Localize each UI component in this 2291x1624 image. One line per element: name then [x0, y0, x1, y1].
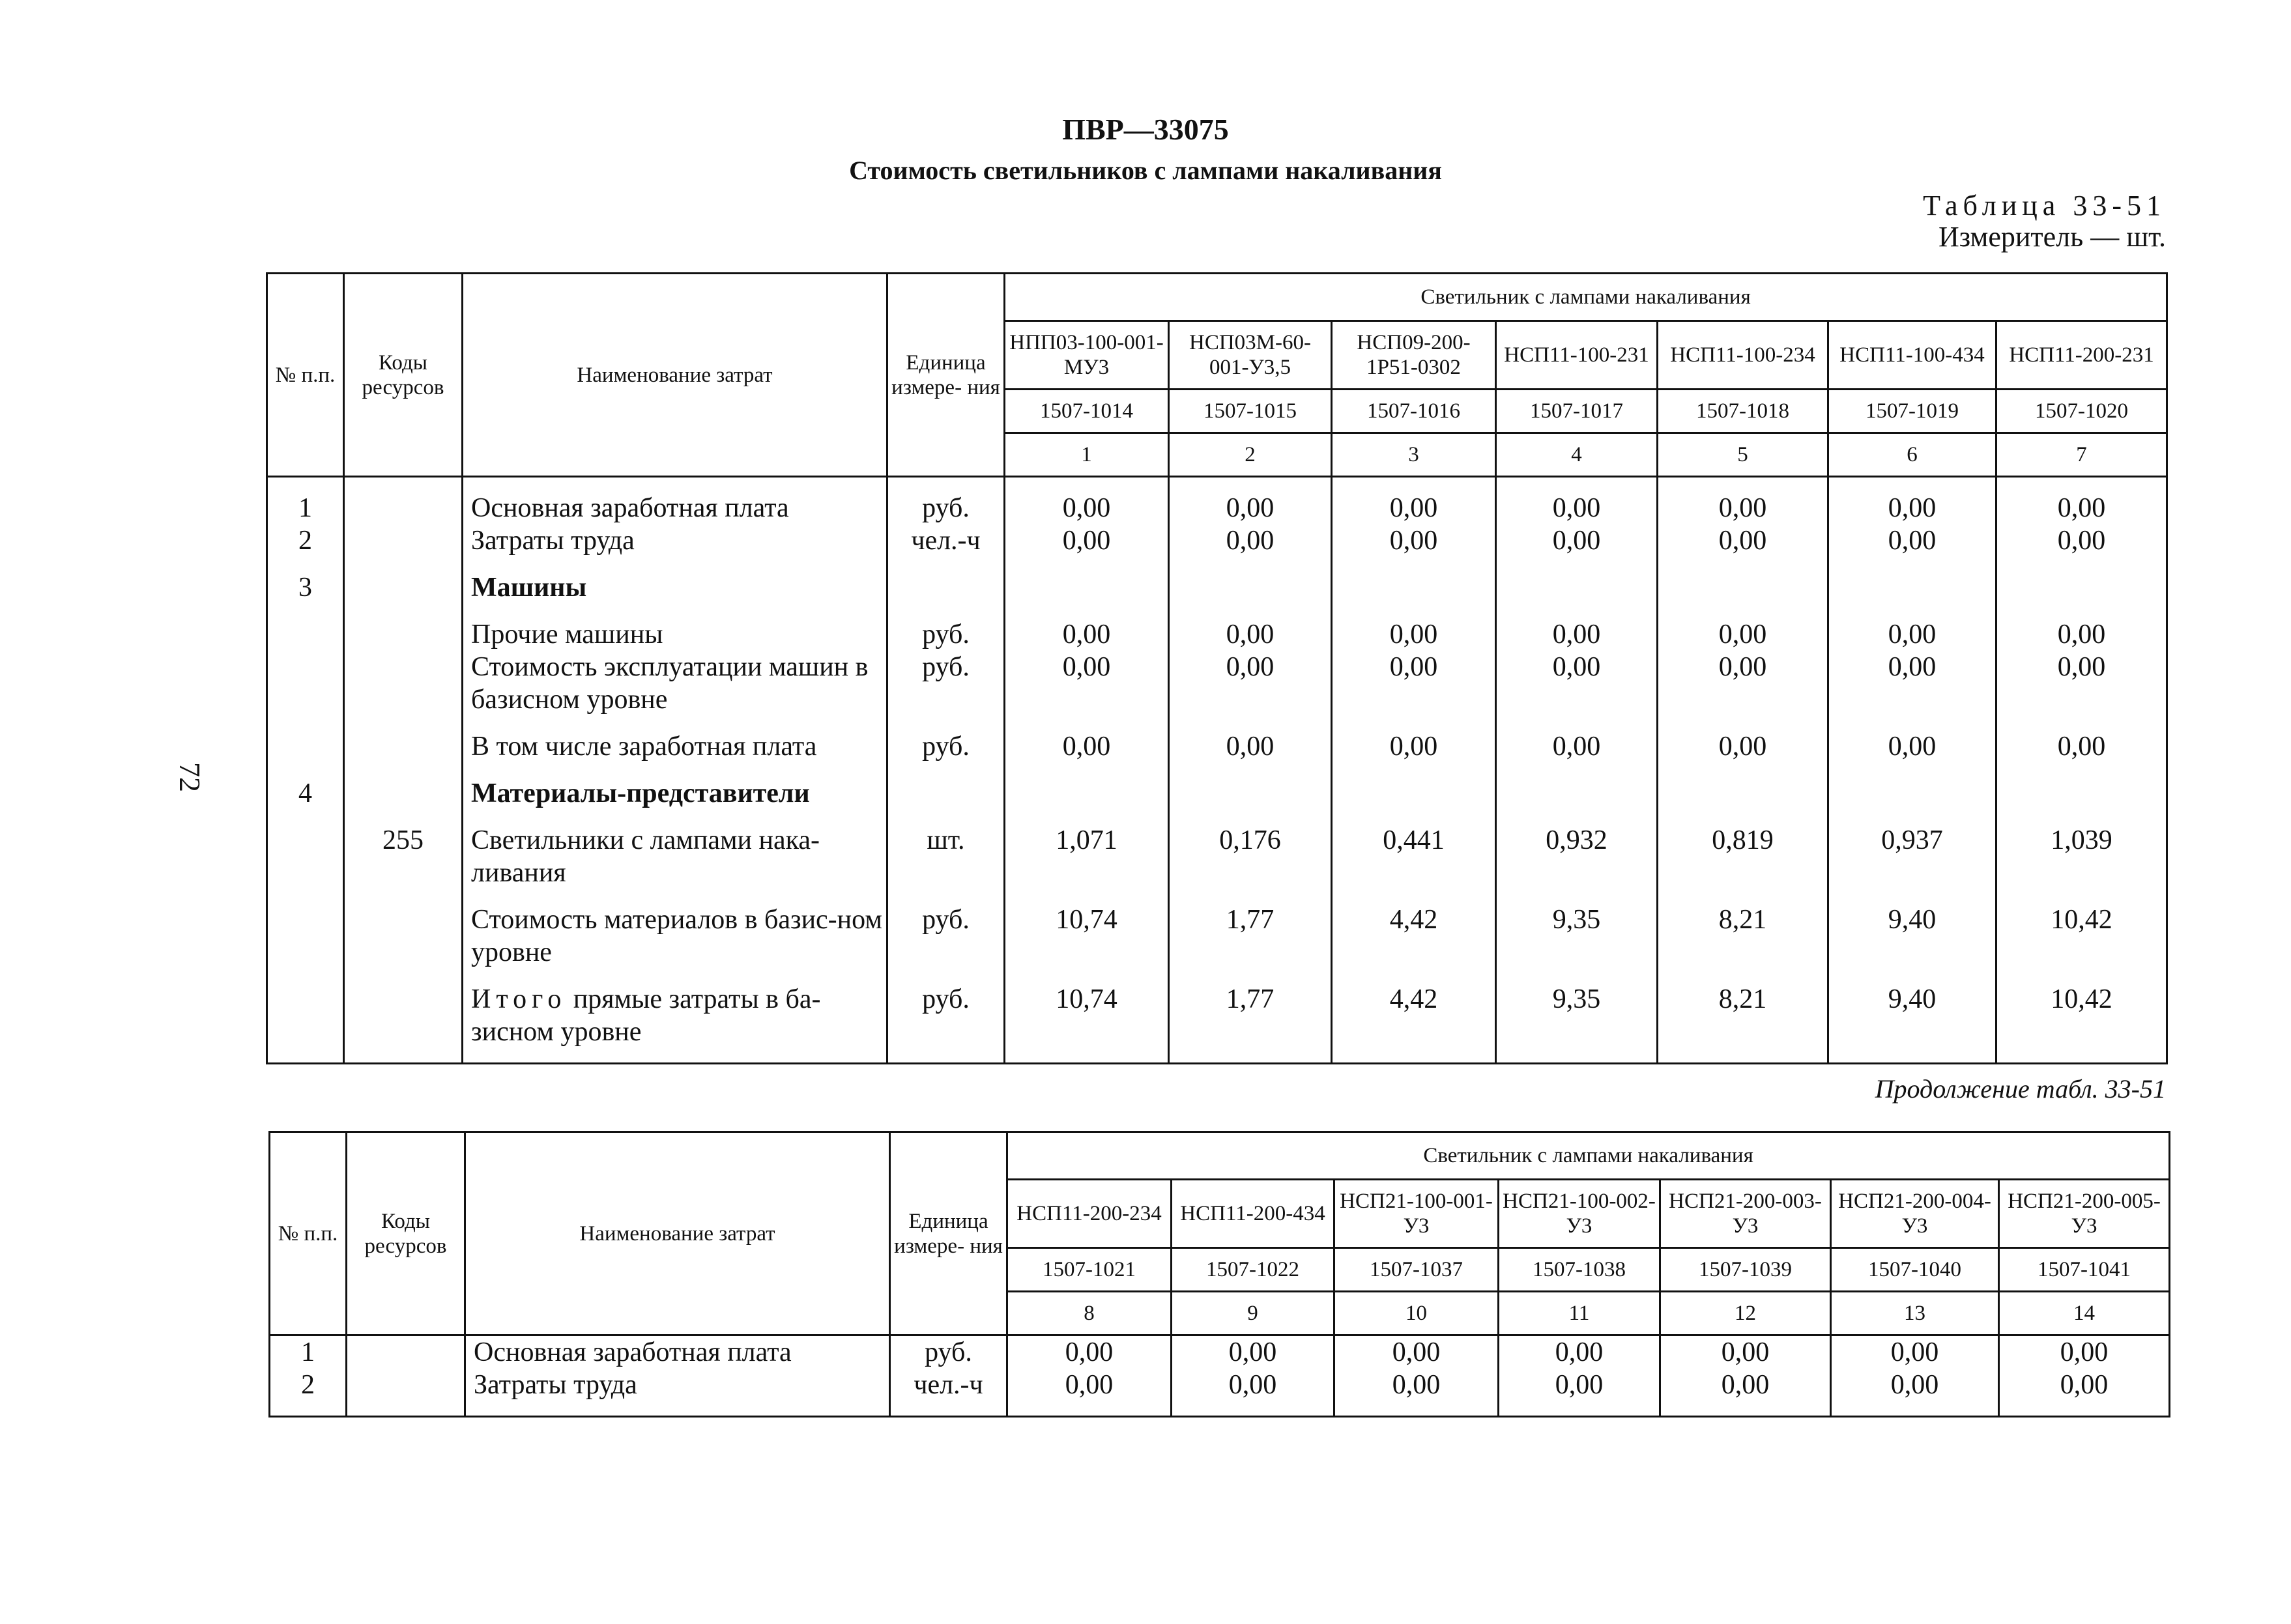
row-unit: руб.	[887, 730, 1005, 763]
row-value: 0,932	[1496, 824, 1658, 889]
row-code	[344, 651, 463, 716]
column-index: 10	[1334, 1292, 1499, 1335]
product-code: 1507-1041	[1999, 1248, 2170, 1292]
row-code	[344, 524, 463, 557]
row-num	[267, 730, 344, 763]
row-value: 1,039	[1996, 824, 2167, 889]
product-code: 1507-1020	[1996, 390, 2167, 433]
row-value: 0,00	[1496, 492, 1658, 524]
column-index: 4	[1496, 433, 1658, 477]
row-num	[267, 983, 344, 1048]
row-value: 0,00	[1996, 618, 2167, 651]
row-num: 2	[270, 1369, 347, 1401]
table-row	[267, 904, 2167, 969]
column-index: 7	[1996, 433, 2167, 477]
row-name: Прочие машины	[463, 618, 887, 651]
row-num	[267, 651, 344, 716]
header-codes: Коды ресурсов	[344, 274, 463, 477]
product-code: 1507-1016	[1332, 390, 1496, 433]
row-value: 0,00	[1496, 618, 1658, 651]
row-value: 0,00	[1169, 492, 1332, 524]
row-value: 8,21	[1658, 983, 1828, 1048]
row-unit: руб.	[887, 904, 1005, 969]
product-code: 1507-1014	[1005, 390, 1169, 433]
product-name: НСП21-100-002-У3	[1499, 1180, 1660, 1248]
product-name: НСП11-200-434	[1172, 1180, 1334, 1248]
row-value: 0,00	[1332, 524, 1496, 557]
row-value: 1,071	[1005, 824, 1169, 889]
table-row	[267, 571, 2167, 604]
row-value: 0,00	[1007, 1369, 1172, 1401]
header-group: Светильник с лампами накаливания	[1005, 274, 2167, 321]
column-index: 12	[1660, 1292, 1831, 1335]
table-row	[267, 651, 2167, 716]
row-value: 0,00	[1499, 1369, 1660, 1401]
total-label: Итого	[471, 984, 567, 1014]
row-value: 0,00	[1828, 618, 1996, 651]
row-name: Основная заработная плата	[463, 492, 887, 524]
row-value: 0,937	[1828, 824, 1996, 889]
row-value: 0,00	[1658, 524, 1828, 557]
row-value: 0,00	[1172, 1335, 1334, 1369]
product-code: 1507-1021	[1007, 1248, 1172, 1292]
table-number: Таблица 33-51	[1923, 190, 2166, 221]
row-value: 0,00	[1334, 1335, 1499, 1369]
column-index: 9	[1172, 1292, 1334, 1335]
header-unit: Единица измере- ния	[890, 1132, 1007, 1335]
product-name: НСП11-200-231	[1996, 321, 2167, 390]
column-index: 8	[1007, 1292, 1172, 1335]
row-num	[267, 904, 344, 969]
product-name: НСП21-100-001-У3	[1334, 1180, 1499, 1248]
row-name: Светильники с лампами нака-ливания	[463, 824, 887, 889]
header-num: № п.п.	[270, 1132, 347, 1335]
row-name: В том числе заработная плата	[463, 730, 887, 763]
row-value: 0,00	[1005, 492, 1169, 524]
row-value: 0,00	[1658, 730, 1828, 763]
row-value: 0,00	[1496, 651, 1658, 716]
row-num: 3	[267, 571, 344, 604]
column-index: 13	[1831, 1292, 1999, 1335]
row-code	[347, 1369, 465, 1401]
row-value: 0,00	[1996, 730, 2167, 763]
table-row	[270, 1335, 2170, 1369]
row-value: 0,00	[1332, 492, 1496, 524]
row-value: 0,00	[1496, 730, 1658, 763]
product-code: 1507-1017	[1496, 390, 1658, 433]
header-name: Наименование затрат	[465, 1132, 890, 1335]
header-codes: Коды ресурсов	[347, 1132, 465, 1335]
row-value: 0,00	[1005, 730, 1169, 763]
product-code: 1507-1037	[1334, 1248, 1499, 1292]
row-value: 8,21	[1658, 904, 1828, 969]
product-code: 1507-1015	[1169, 390, 1332, 433]
row-value: 0,00	[1828, 524, 1996, 557]
document-code: ПВР—33075	[1062, 113, 1229, 146]
product-name: НСП21-200-003-У3	[1660, 1180, 1831, 1248]
product-name: НСП11-100-434	[1828, 321, 1996, 390]
row-value: 0,00	[1334, 1369, 1499, 1401]
row-code	[344, 730, 463, 763]
row-value: 0,00	[1005, 524, 1169, 557]
row-unit: руб.	[887, 618, 1005, 651]
row-code	[344, 983, 463, 1048]
row-num	[267, 824, 344, 889]
product-name: НСП21-200-004-У3	[1831, 1180, 1999, 1248]
row-code	[344, 571, 463, 604]
column-index: 1	[1005, 433, 1169, 477]
row-num: 4	[267, 777, 344, 810]
row-value: 0,00	[1828, 492, 1996, 524]
table-row	[267, 618, 2167, 651]
total-label-rest: прямые затраты в ба-зисном уровне	[471, 984, 821, 1047]
header-num: № п.п.	[267, 274, 344, 477]
row-value: 0,00	[1828, 651, 1996, 716]
measure-unit: Измеритель — шт.	[1938, 221, 2166, 253]
row-unit: руб.	[887, 983, 1005, 1048]
row-value: 0,00	[1007, 1335, 1172, 1369]
row-value: 0,00	[1169, 730, 1332, 763]
row-value: 0,176	[1169, 824, 1332, 889]
row-unit	[887, 777, 1005, 810]
row-value: 0,00	[1658, 618, 1828, 651]
product-name: НСП11-100-234	[1658, 321, 1828, 390]
header-name: Наименование затрат	[463, 274, 887, 477]
product-code: 1507-1038	[1499, 1248, 1660, 1292]
row-value: 9,40	[1828, 983, 1996, 1048]
product-name: НСП11-100-231	[1496, 321, 1658, 390]
column-index: 2	[1169, 433, 1332, 477]
row-value: 0,00	[1999, 1369, 2170, 1401]
document-title: Стоимость светильников с лампами накаливания	[849, 156, 1442, 185]
row-value: 9,35	[1496, 904, 1658, 969]
row-code	[344, 904, 463, 969]
row-value: 10,74	[1005, 983, 1169, 1048]
row-value: 0,00	[1005, 651, 1169, 716]
row-value: 0,819	[1658, 824, 1828, 889]
row-unit: руб.	[887, 492, 1005, 524]
product-code: 1507-1018	[1658, 390, 1828, 433]
row-value: 0,00	[1499, 1335, 1660, 1369]
product-code: 1507-1022	[1172, 1248, 1334, 1292]
resource-table-2	[268, 1131, 2170, 1417]
row-value: 10,74	[1005, 904, 1169, 969]
product-code: 1507-1040	[1831, 1248, 1999, 1292]
table-row	[267, 492, 2167, 524]
table-row	[267, 524, 2167, 557]
row-value: 0,00	[1660, 1369, 1831, 1401]
row-name: Стоимость материалов в базис-ном уровне	[463, 904, 887, 969]
row-name: Затраты труда	[463, 524, 887, 557]
row-value: 0,00	[1658, 492, 1828, 524]
resource-table-1	[266, 272, 2168, 1064]
table-row	[267, 983, 2167, 1048]
row-name: Основная заработная плата	[465, 1335, 890, 1369]
column-index: 5	[1658, 433, 1828, 477]
section-heading: Материалы-представители	[463, 777, 887, 810]
continuation-note: Продолжение табл. 33-51	[1875, 1074, 2166, 1104]
row-code	[347, 1335, 465, 1369]
row-value: 0,00	[1332, 651, 1496, 716]
row-num: 1	[270, 1335, 347, 1369]
row-value: 0,00	[1828, 730, 1996, 763]
product-name: НСП21-200-005-У3	[1999, 1180, 2170, 1248]
row-name	[463, 983, 887, 1048]
row-value: 0,00	[1496, 524, 1658, 557]
row-value: 4,42	[1332, 983, 1496, 1048]
table-row	[267, 777, 2167, 810]
row-value: 0,00	[1172, 1369, 1334, 1401]
row-value: 1,77	[1169, 904, 1332, 969]
row-value: 0,00	[1999, 1335, 2170, 1369]
row-value: 0,441	[1332, 824, 1496, 889]
row-value: 0,00	[1660, 1335, 1831, 1369]
row-value: 10,42	[1996, 983, 2167, 1048]
row-unit: чел.-ч	[890, 1369, 1007, 1401]
row-value: 0,00	[1169, 618, 1332, 651]
table-row	[267, 824, 2167, 889]
row-value: 1,77	[1169, 983, 1332, 1048]
column-index: 3	[1332, 433, 1496, 477]
row-name: Стоимость эксплуатации машин в базисном уровне	[463, 651, 887, 716]
row-code	[344, 618, 463, 651]
row-value: 0,00	[1332, 618, 1496, 651]
page-number: 72	[173, 762, 207, 792]
product-name: НСП11-200-234	[1007, 1180, 1172, 1248]
row-value: 0,00	[1169, 651, 1332, 716]
row-unit: руб.	[890, 1335, 1007, 1369]
table-row	[270, 1369, 2170, 1401]
row-unit	[887, 571, 1005, 604]
row-code: 255	[344, 824, 463, 889]
row-code	[344, 777, 463, 810]
row-value: 0,00	[1996, 524, 2167, 557]
column-index: 11	[1499, 1292, 1660, 1335]
row-value: 0,00	[1831, 1335, 1999, 1369]
header-group: Светильник с лампами накаливания	[1007, 1132, 2170, 1180]
row-value: 0,00	[1169, 524, 1332, 557]
row-num	[267, 618, 344, 651]
row-code	[344, 492, 463, 524]
row-value: 9,35	[1496, 983, 1658, 1048]
product-code: 1507-1039	[1660, 1248, 1831, 1292]
row-name: Затраты труда	[465, 1369, 890, 1401]
column-index: 14	[1999, 1292, 2170, 1335]
header-unit: Единица измере- ния	[887, 274, 1005, 477]
product-name: НСП03М-60-001-У3,5	[1169, 321, 1332, 390]
table-row	[267, 730, 2167, 763]
section-heading: Машины	[463, 571, 887, 604]
product-code: 1507-1019	[1828, 390, 1996, 433]
row-unit: шт.	[887, 824, 1005, 889]
row-num: 1	[267, 492, 344, 524]
row-value: 4,42	[1332, 904, 1496, 969]
row-value: 10,42	[1996, 904, 2167, 969]
row-value: 0,00	[1831, 1369, 1999, 1401]
row-value: 0,00	[1005, 618, 1169, 651]
row-value: 0,00	[1332, 730, 1496, 763]
row-value: 0,00	[1996, 651, 2167, 716]
product-name: НСП09-200-1Р51-0302	[1332, 321, 1496, 390]
product-name: НПП03-100-001-МУ3	[1005, 321, 1169, 390]
column-index: 6	[1828, 433, 1996, 477]
row-unit: руб.	[887, 651, 1005, 716]
row-num: 2	[267, 524, 344, 557]
row-value: 0,00	[1996, 492, 2167, 524]
row-value: 9,40	[1828, 904, 1996, 969]
row-unit: чел.-ч	[887, 524, 1005, 557]
row-value: 0,00	[1658, 651, 1828, 716]
